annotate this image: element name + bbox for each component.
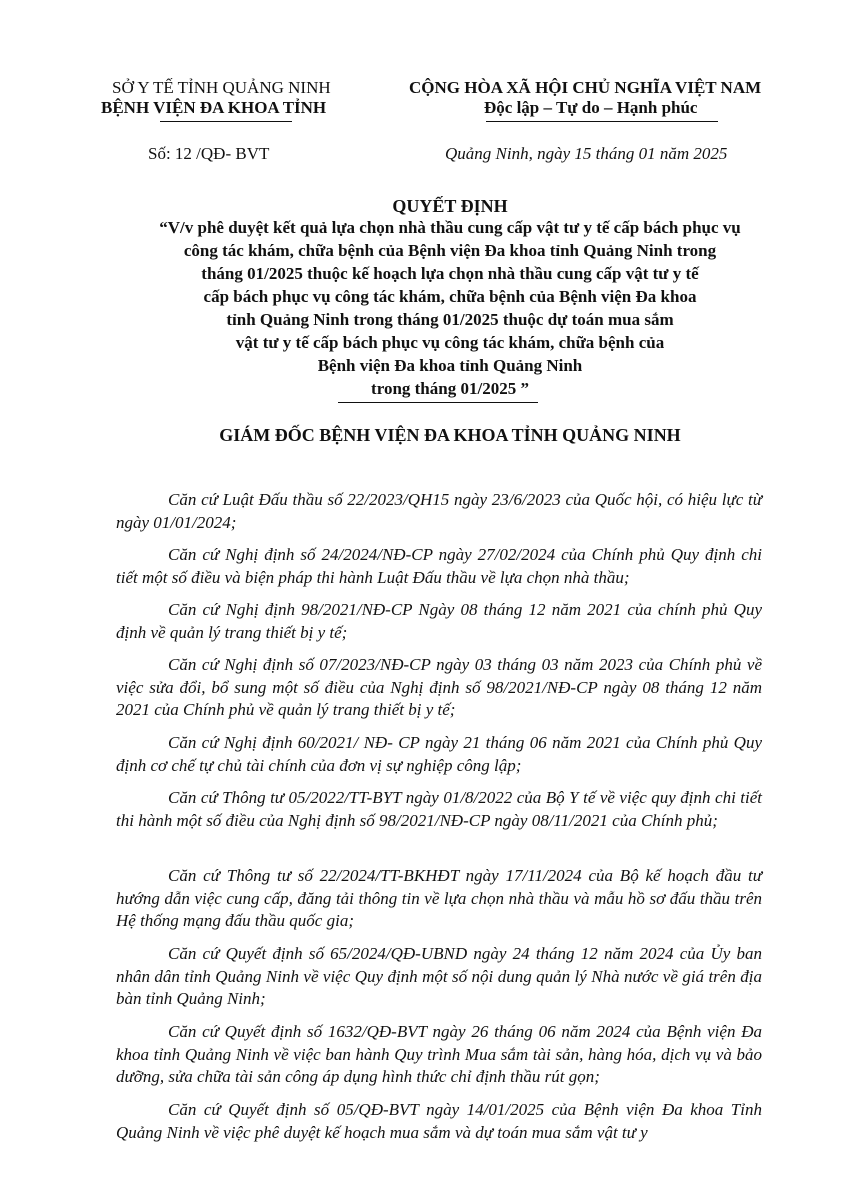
subject-line-3: tháng 01/2025 thuộc kế hoạch lựa chọn nhà thầu cung cấp vật tư y tế	[201, 264, 699, 283]
place-date: Quảng Ninh, ngày 15 tháng 01 năm 2025	[445, 144, 728, 163]
basis-paragraph-3: Căn cứ Nghị định 98/2021/NĐ-CP Ngày 08 tháng 12 năm 2021 của chính phủ Quy định về quản lý trang thiết bị y tế;	[116, 600, 762, 642]
subject-line-4: cấp bách phục vụ công tác khám, chữa bệnh của Bệnh viện Đa khoa	[203, 287, 697, 306]
basis-paragraph-2: Căn cứ Nghị định số 24/2024/NĐ-CP ngày 27/02/2024 của Chính phủ Quy định chi tiết một số điều và biện pháp thi hành Luật Đấu thầu về lựa chọn nhà thầu;	[116, 545, 762, 587]
document-number: Số: 12 /QĐ- BVT	[148, 144, 270, 163]
subject-line-1: “V/v phê duyệt kết quả lựa chọn nhà thầu cung cấp vật tư y tế cấp bách phục vụ	[159, 218, 741, 237]
basis-paragraph-7: Căn cứ Thông tư số 22/2024/TT-BKHĐT ngày 17/11/2024 của Bộ kế hoạch đầu tư hướng dẫn việc cung cấp, đăng tải thông tin về lựa chọn nhà thầu và mẫu hồ sơ đấu thầu trên Hệ thống mạng đấu thầu quốc gia;	[116, 866, 762, 930]
basis-paragraph-4: Căn cứ Nghị định số 07/2023/NĐ-CP ngày 03 tháng 03 năm 2023 của Chính phủ về việc sửa đổi, bổ sung một số điều của Nghị định số 98/2021/NĐ-CP ngày 08 tháng 12 năm 2021 của Chính phủ về quản lý trang thiết bị y tế;	[116, 655, 762, 719]
authority-heading: GIÁM ĐỐC BỆNH VIỆN ĐA KHOA TỈNH QUẢNG NINH	[219, 425, 681, 445]
subject-line-5: tỉnh Quảng Ninh trong tháng 01/2025 thuộc dự toán mua sắm	[226, 310, 674, 329]
decision-title: QUYẾT ĐỊNH	[392, 196, 508, 216]
basis-paragraph-9: Căn cứ Quyết định số 1632/QĐ-BVT ngày 26 tháng 06 năm 2024 của Bệnh viện Đa khoa tỉnh Quảng Ninh về việc ban hành Quy trình Mua sắm tài sản, hàng hóa, dịch vụ và bảo dưỡng, sửa chữa tài sản công áp dụng hình thức chỉ định thầu rút gọn;	[116, 1022, 762, 1086]
subject-line-6: vật tư y tế cấp bách phục vụ công tác khám, chữa bệnh của	[235, 333, 665, 352]
ministry-name: SỞ Y TẾ TỈNH QUẢNG NINH	[112, 78, 331, 97]
hospital-name: BỆNH VIỆN ĐA KHOA TỈNH	[101, 98, 327, 117]
national-motto: Độc lập – Tự do – Hạnh phúc	[484, 98, 698, 117]
subject-line-8: trong tháng 01/2025 ”	[371, 379, 529, 398]
title-underline	[338, 402, 538, 403]
basis-paragraph-8: Căn cứ Quyết định số 65/2024/QĐ-UBND ngày 24 tháng 12 năm 2024 của Ủy ban nhân dân tỉnh Quảng Ninh về việc Quy định một số nội dung quản lý Nhà nước về giá trên địa bàn tỉnh Quảng Ninh;	[116, 944, 762, 1008]
basis-paragraph-1: Căn cứ Luật Đấu thầu số 22/2023/QH15 ngày 23/6/2023 của Quốc hội, có hiệu lực từ ngày 01/01/2024;	[116, 490, 762, 532]
national-title: CỘNG HÒA XÃ HỘI CHỦ NGHĨA VIỆT NAM	[409, 78, 762, 97]
basis-paragraph-10: Căn cứ Quyết định số 05/QĐ-BVT ngày 14/01/2025 của Bệnh viện Đa khoa Tỉnh Quảng Ninh về việc phê duyệt kế hoạch mua sắm và dự toán mua sắm vật tư y	[116, 1100, 762, 1142]
header-left-underline	[160, 121, 292, 122]
subject-line-2: công tác khám, chữa bệnh của Bệnh viện Đa khoa tỉnh Quảng Ninh trong	[183, 241, 717, 260]
basis-paragraph-5: Căn cứ Nghị định 60/2021/ NĐ- CP ngày 21 tháng 06 năm 2021 của Chính phủ Quy định cơ chế tự chủ tài chính của đơn vị sự nghiệp công lập;	[116, 733, 762, 775]
header-right-underline	[486, 121, 718, 122]
subject-line-7: Bệnh viện Đa khoa tỉnh Quảng Ninh	[317, 356, 583, 375]
basis-paragraph-6: Căn cứ Thông tư 05/2022/TT-BYT ngày 01/8/2022 của Bộ Y tế về việc quy định chi tiết thi hành một số điều của Nghị định số 98/2021/NĐ-CP ngày 08/11/2021 của Chính phủ;	[116, 788, 762, 830]
